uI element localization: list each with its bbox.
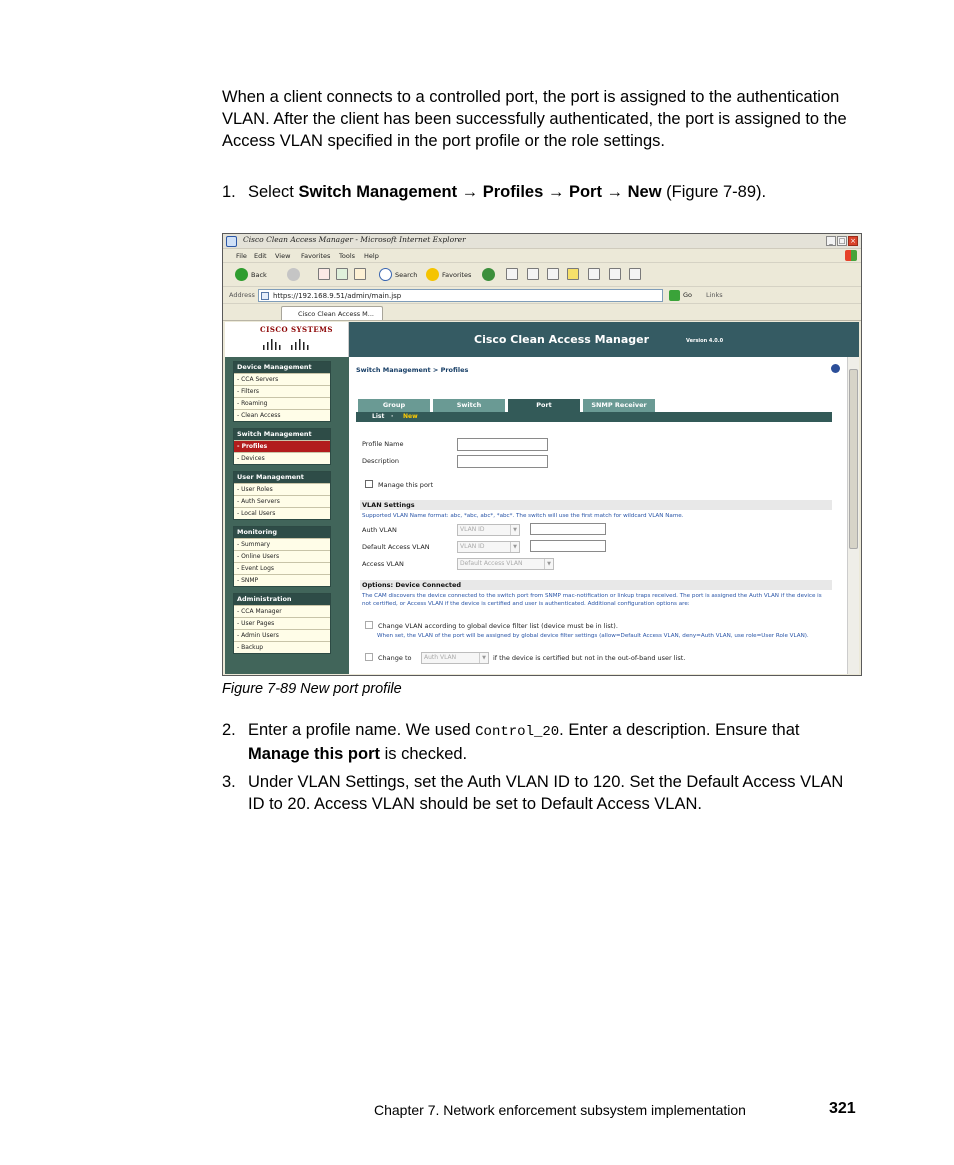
step-3 [222,771,852,815]
menu-bar [223,249,861,263]
tab-snmp-receiver[interactable]: SNMP Receiver [583,399,655,412]
step-2-text-a: Enter a profile name. We used [248,721,476,739]
intro-paragraph: When a client connects to a controlled port, the port is assigned to the authentication VLAN. After the client has been successfully authenticated, the port is assigned to the Access VLAN specified in the port profile or the role settings. [222,88,847,150]
menu-view[interactable]: View [275,252,291,260]
vlan-format-note: Supported VLAN Name format: abc, *abc, abc*, *abc*. The switch will use the first match for wildcard VLAN Name. [362,513,684,519]
manage-port-label: Manage this port [378,481,434,489]
profile-name-label: Profile Name [362,440,404,448]
step-3-text: Under VLAN Settings, set the Auth VLAN ID to 120. Set the Default Access VLAN ID to 20. Access VLAN should be set to Default Access VLAN. [248,773,844,813]
menu-edit[interactable]: Edit [254,252,267,260]
menu-switch-management: Switch Management [298,183,458,201]
mail-icon[interactable] [506,268,518,280]
subtab-new[interactable]: New [403,413,418,420]
window-title: Cisco Clean Access Manager - Microsoft Internet Explorer [243,235,466,244]
research-icon[interactable] [588,268,600,280]
profile-name-input[interactable] [457,438,548,451]
chevron-down-icon: ▼ [510,525,519,535]
menu-new: New [627,183,662,201]
step-1 [222,181,852,203]
menu-favorites[interactable]: Favorites [301,252,331,260]
nav-monitoring [233,526,331,587]
window-titlebar [223,234,861,249]
favorites-icon[interactable] [426,268,439,281]
change-to-select[interactable] [421,652,489,664]
cisco-logo [225,322,349,357]
tab-switch[interactable]: Switch [433,399,505,412]
go-icon[interactable] [669,290,680,301]
nav-item-cca-manager[interactable]: - CCA Manager [234,605,330,617]
toolbar [223,263,861,287]
stop-icon[interactable] [318,268,330,280]
arrow-1: → [457,183,483,201]
nav-item-profiles[interactable]: - Profiles [234,440,330,452]
browser-screenshot [222,233,862,676]
scrollbar-thumb[interactable] [849,369,858,549]
close-button[interactable]: × [848,236,858,246]
arrow-2: → [543,183,569,201]
page-number: 321 [829,1100,856,1117]
nav-user-management [233,471,331,520]
step-number: 2. [222,721,236,739]
help-icon[interactable] [831,364,840,373]
nav-item-user-roles[interactable]: - User Roles [234,483,330,495]
refresh-icon[interactable] [336,268,348,280]
address-label: Address [229,291,255,299]
access-vlan-label: Access VLAN [362,560,404,568]
options-note: The CAM discovers the device connected to the switch port from SNMP mac-notification or linkup traps received. The port is assigned the Auth VLAN if the device is not certified, or Access VLAN if the device is certified and user is authenticated. Additional configuration options are: [362,593,822,607]
manage-this-port-bold: Manage this port [248,745,381,763]
nav-item-user-pages[interactable]: - User Pages [234,617,330,629]
tab-bar [223,304,861,321]
auth-vlan-select-value: VLAN ID [460,526,485,533]
change-to-label: Change to [378,654,412,662]
chevron-down-icon: ▼ [510,542,519,552]
nav-switch-management [233,428,331,465]
step-2 [222,719,852,765]
vertical-scrollbar[interactable] [847,357,859,674]
windows-logo-icon [845,250,857,261]
nav-item-roaming[interactable]: - Roaming [234,397,330,409]
nav-item-event-logs[interactable]: - Event Logs [234,562,330,574]
folder-icon[interactable] [567,268,579,280]
tools-icon[interactable] [629,268,641,280]
forward-icon[interactable] [287,268,300,281]
step-2-text-c: is checked. [380,745,468,763]
vlan-settings-header: VLAN Settings [360,500,832,510]
nav-header: Administration [234,594,330,605]
nav-item-summary[interactable]: - Summary [234,538,330,550]
main-content [349,357,847,674]
breadcrumb: Switch Management > Profiles [356,366,469,374]
cisco-bridge-logo [261,336,311,350]
search-icon[interactable] [379,268,392,281]
cca-header [349,322,859,357]
left-navigation [225,357,349,674]
edit-icon[interactable] [547,268,559,280]
back-label[interactable]: Back [251,271,267,279]
menu-file[interactable]: File [236,252,247,260]
links-label[interactable]: Links [706,291,723,299]
access-vlan-select[interactable] [457,558,554,570]
menu-tools[interactable]: Tools [339,252,356,260]
cca-version: Version 4.0.0 [686,338,724,344]
minimize-button[interactable]: _ [826,236,836,246]
figure-caption: Figure 7-89 New port profile [222,681,402,697]
cisco-systems-text: CISCO SYSTEMS [260,325,333,334]
nav-item-auth-servers[interactable]: - Auth Servers [234,495,330,507]
address-url: https://192.168.9.51/admin/main.jsp [273,292,402,300]
home-icon[interactable] [354,268,366,280]
history-icon[interactable] [482,268,495,281]
change-vlan-global-checkbox[interactable] [365,621,373,629]
nav-header: Device Management [234,362,330,373]
step-2-text-b: . Enter a description. Ensure that [559,721,800,739]
nav-header: Switch Management [234,429,330,440]
maximize-button[interactable]: □ [838,237,846,245]
browser-tab-label: Cisco Clean Access M... [298,310,374,318]
auth-vlan-input[interactable] [530,523,606,535]
default-access-vlan-label: Default Access VLAN [362,543,430,551]
back-icon[interactable] [235,268,248,281]
nav-item-devices[interactable]: - Devices [234,452,330,464]
address-input[interactable] [258,289,663,302]
chevron-down-icon: ▼ [544,559,553,569]
change-to-select-value: Auth VLAN [424,654,457,661]
menu-help[interactable]: Help [364,252,379,260]
tab-port[interactable]: Port [508,399,580,412]
browser-tab[interactable] [281,306,383,320]
default-access-vlan-select[interactable] [457,541,520,553]
change-to-suffix: if the device is certified but not in the out-of-band user list. [493,654,686,662]
manage-port-checkbox[interactable] [365,480,373,488]
favorites-label[interactable]: Favorites [442,271,472,279]
menu-port: Port [568,183,602,201]
chevron-down-icon: ▼ [479,653,488,663]
step-number: 1. [222,183,236,201]
arrow-3: → [601,183,628,201]
nav-header: User Management [234,472,330,483]
cca-page [225,322,859,674]
nav-item-cca-servers[interactable]: - CCA Servers [234,373,330,385]
menu-profiles: Profiles [482,183,544,201]
when-set-note: When set, the VLAN of the port will be assigned by global device filter settings (allow=Default Access VLAN, deny=Auth VLAN, use role=User Role VLAN). [377,633,809,639]
options-device-connected-header: Options: Device Connected [360,580,832,590]
change-vlan-global-label: Change VLAN according to global device filter list (device must be in list). [378,622,618,630]
auth-vlan-label: Auth VLAN [362,526,397,534]
nav-item-snmp[interactable]: - SNMP [234,574,330,586]
step-1-prefix: Select [248,183,299,201]
step-1-suffix: (Figure 7-89). [661,183,767,201]
ie-icon [226,236,237,247]
nav-header: Monitoring [234,527,330,538]
print-icon[interactable] [527,268,539,280]
go-label[interactable]: Go [683,291,693,299]
nav-item-backup[interactable]: - Backup [234,641,330,653]
subtab-list[interactable]: List [372,413,385,420]
nav-item-online-users[interactable]: - Online Users [234,550,330,562]
nav-item-admin-users[interactable]: - Admin Users [234,629,330,641]
nav-administration [233,593,331,654]
auth-vlan-select[interactable] [457,524,520,536]
nav-item-local-users[interactable]: - Local Users [234,507,330,519]
subtab-separator: · [391,413,394,420]
access-vlan-select-value: Default Access VLAN [460,560,523,567]
subtab-bar [356,412,832,422]
change-to-checkbox[interactable] [365,653,373,661]
messenger-icon[interactable] [609,268,621,280]
description-input[interactable] [457,455,548,468]
description-label: Description [362,457,400,465]
step-number: 3. [222,773,236,791]
tab-group[interactable]: Group [358,399,430,412]
profile-name-code: Control_20 [475,724,560,740]
default-access-vlan-select-value: VLAN ID [460,543,485,550]
cca-header-title: Cisco Clean Access Manager [474,333,650,346]
footer-chapter: Chapter 7. Network enforcement subsystem implementation [374,1102,746,1118]
default-access-vlan-input[interactable] [530,540,606,552]
nav-item-clean-access[interactable]: - Clean Access [234,409,330,421]
search-label[interactable]: Search [395,271,418,279]
nav-device-management [233,361,331,422]
address-bar [223,287,861,304]
nav-item-filters[interactable]: - Filters [234,385,330,397]
page-icon [261,292,269,300]
